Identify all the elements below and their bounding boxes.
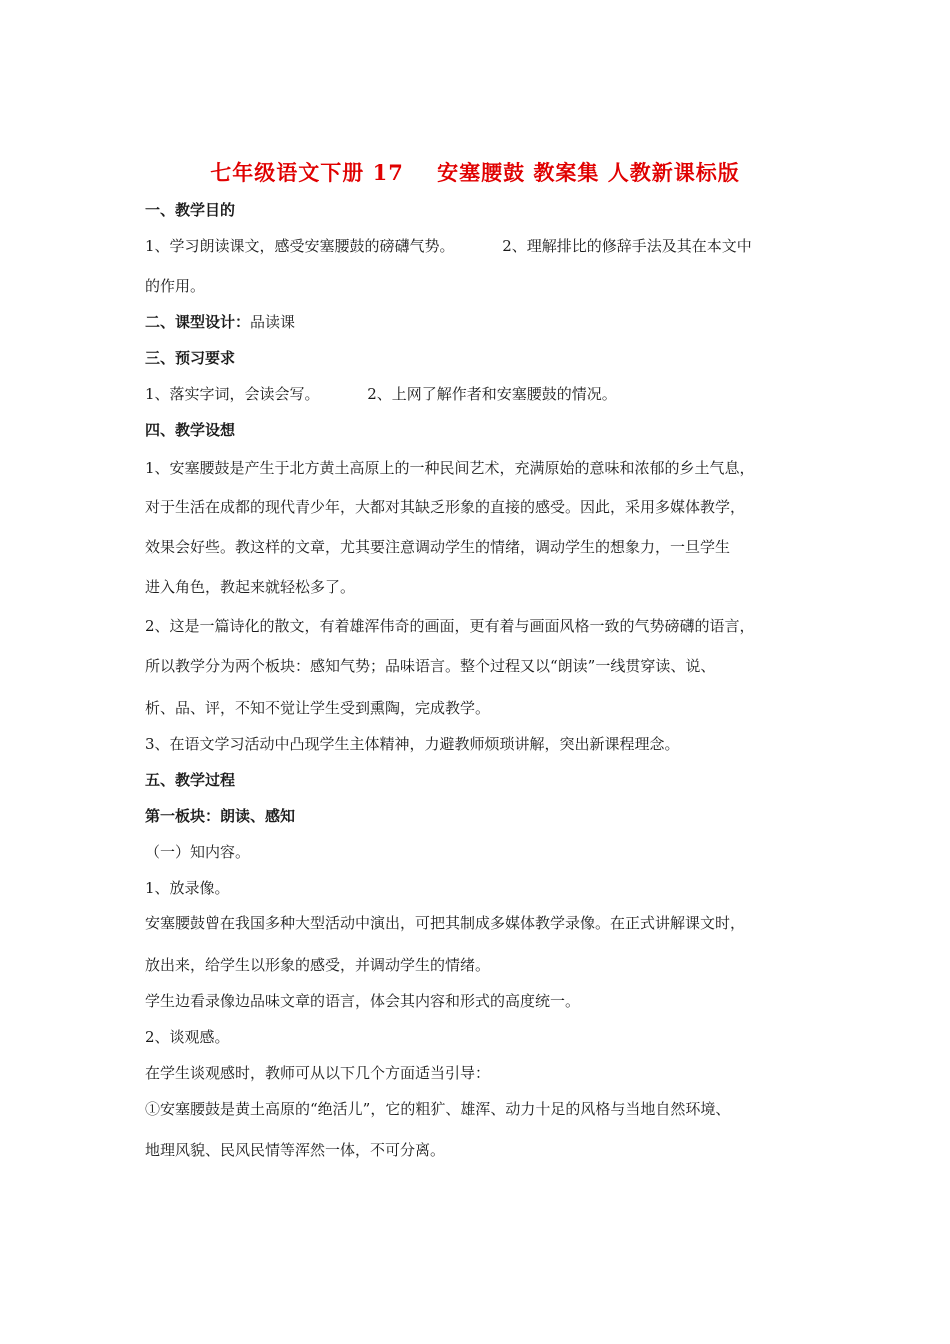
line-text: 析、品、评，不知不觉让学生受到熏陶，完成教学。 — [145, 699, 491, 717]
line-text: 安塞腰鼓曾在我国多种大型活动中演出，可把其制成多媒体教学录像。在正式讲解课文时， — [145, 914, 746, 932]
paragraph-line — [145, 1027, 825, 1047]
paragraph-line — [145, 384, 825, 404]
paragraph-line — [145, 991, 825, 1011]
line-text: 效果会好些。教这样的文章，尤其要注意调动学生的情绪，调动学生的想象力，一旦学生 — [145, 538, 731, 556]
line-text: 1、放录像。 — [145, 879, 230, 897]
line-text: 学生边看录像边品味文章的语言，体会其内容和形式的高度统一。 — [145, 992, 581, 1010]
paragraph-line — [145, 616, 825, 636]
line-text: ①安塞腰鼓是黄土高原的“绝活儿”，它的粗犷、雄浑、动力十足的风格与当地自然环境、 — [145, 1100, 731, 1118]
section-heading — [145, 348, 825, 368]
heading-text: 二、课型设计： — [145, 313, 251, 331]
paragraph-line — [145, 497, 825, 517]
paragraph-line — [145, 458, 825, 478]
heading-value: 品读课 — [250, 313, 296, 331]
paragraph-line — [145, 276, 825, 296]
section-heading — [145, 420, 825, 440]
heading-text: 第一板块：朗读、感知 — [145, 807, 296, 825]
line-text: 1、安塞腰鼓是产生于北方黄土高原上的一种民间艺术，充满原始的意味和浓郁的乡土气息， — [145, 459, 755, 477]
section-heading — [145, 200, 825, 220]
paragraph-line — [145, 236, 825, 256]
line-text: 所以教学分为两个板块：感知气势；品味语言。整个过程又以“朗读”一线贯穿读、说、 — [145, 657, 716, 675]
line-text: 3、在语文学习活动中凸现学生主体精神，力避教师烦琐讲解，突出新课程理念。 — [145, 735, 680, 753]
section-heading — [145, 312, 825, 332]
paragraph-line — [145, 734, 825, 754]
paragraph-line — [145, 878, 825, 898]
paragraph-line — [145, 1140, 825, 1160]
paragraph-line — [145, 913, 825, 933]
heading-text: 五、教学过程 — [145, 771, 236, 789]
paragraph-line — [145, 1099, 825, 1119]
heading-text: 三、预习要求 — [145, 349, 236, 367]
line-text: 2、这是一篇诗化的散文，有着雄浑伟奇的画面，更有着与画面风格一致的气势磅礴的语言， — [145, 617, 755, 635]
line-text: 地理风貌、民风民情等浑然一体，不可分离。 — [145, 1141, 446, 1159]
line-text: 进入角色，教起来就轻松多了。 — [145, 578, 356, 596]
line-text: 1、学习朗读课文，感受安塞腰鼓的磅礴气势。 2、理解排比的修辞手法及其在本文中 — [145, 237, 752, 255]
paragraph-line — [145, 577, 825, 597]
section-heading — [145, 770, 825, 790]
line-text: （一）知内容。 — [145, 843, 251, 861]
heading-text: 一、教学目的 — [145, 201, 236, 219]
line-text: 对于生活在成都的现代青少年，大都对其缺乏形象的直接的感受。因此，采用多媒体教学， — [145, 498, 746, 516]
line-text: 2、谈观感。 — [145, 1028, 230, 1046]
paragraph-line — [145, 842, 825, 862]
paragraph-line — [145, 656, 825, 676]
paragraph-line — [145, 698, 825, 718]
paragraph-line — [145, 1063, 825, 1083]
paragraph-line — [145, 537, 825, 557]
heading-text: 四、教学设想 — [145, 421, 236, 439]
line-text: 放出来，给学生以形象的感受，并调动学生的情绪。 — [145, 956, 491, 974]
section-heading — [145, 806, 825, 826]
line-text: 的作用。 — [145, 277, 206, 295]
document-title: 七年级语文下册 17 安塞腰鼓 教案集 人教新课标版 — [210, 160, 740, 185]
paragraph-line — [145, 955, 825, 975]
line-text: 在学生谈观感时，教师可从以下几个方面适当引导： — [145, 1064, 491, 1082]
line-text: 1、落实字词，会读会写。 2、上网了解作者和安塞腰鼓的情况。 — [145, 385, 617, 403]
